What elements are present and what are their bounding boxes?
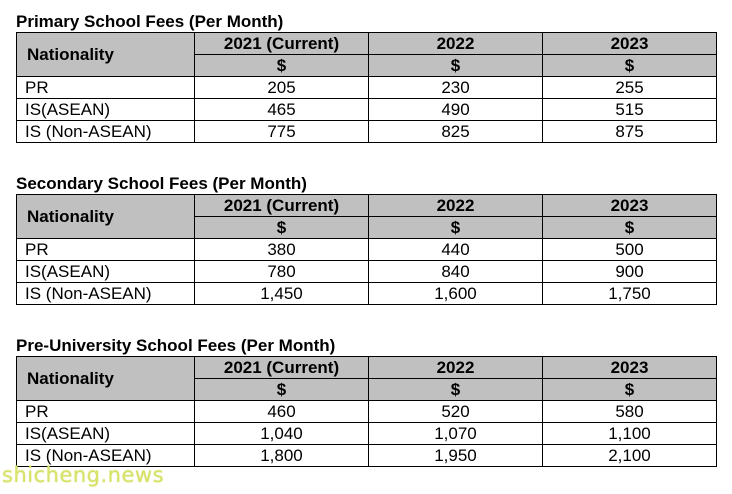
row-label: IS (Non-ASEAN)	[17, 121, 195, 143]
fee-cell: 875	[543, 121, 717, 143]
fee-cell: 1,100	[543, 423, 717, 445]
year-header: 2023	[543, 195, 717, 217]
fee-cell: 1,070	[369, 423, 543, 445]
fee-cell: 500	[543, 239, 717, 261]
fee-cell: 380	[195, 239, 369, 261]
currency-header: $	[195, 55, 369, 77]
row-label: IS(ASEAN)	[17, 423, 195, 445]
table-row	[17, 261, 717, 283]
fee-cell: 440	[369, 239, 543, 261]
table-row	[17, 401, 717, 423]
currency-header: $	[369, 217, 543, 239]
table-row	[17, 423, 717, 445]
row-label: IS(ASEAN)	[17, 261, 195, 283]
fee-cell: 520	[369, 401, 543, 423]
fee-cell: 205	[195, 77, 369, 99]
row-label: IS (Non-ASEAN)	[17, 445, 195, 467]
fee-cell: 460	[195, 401, 369, 423]
row-label: IS(ASEAN)	[17, 99, 195, 121]
currency-header: $	[195, 379, 369, 401]
fee-cell: 780	[195, 261, 369, 283]
fee-cell: 465	[195, 99, 369, 121]
year-header: 2021 (Current)	[195, 33, 369, 55]
year-header: 2023	[543, 33, 717, 55]
table-row	[17, 77, 717, 99]
currency-header: $	[543, 55, 717, 77]
year-header: 2022	[369, 195, 543, 217]
fee-cell: 1,800	[195, 445, 369, 467]
fee-cell: 1,750	[543, 283, 717, 305]
currency-header: $	[369, 55, 543, 77]
fee-cell: 230	[369, 77, 543, 99]
row-label: PR	[17, 77, 195, 99]
fee-cell: 1,950	[369, 445, 543, 467]
table-row	[17, 283, 717, 305]
primary-fees-title: Primary School Fees (Per Month)	[16, 12, 284, 31]
year-header: 2021 (Current)	[195, 195, 369, 217]
fee-cell: 1,450	[195, 283, 369, 305]
fee-cell: 2,100	[543, 445, 717, 467]
table-row	[17, 239, 717, 261]
secondary-fees-table	[16, 194, 717, 305]
year-header: 2022	[369, 33, 543, 55]
fee-cell: 840	[369, 261, 543, 283]
fee-cell: 1,040	[195, 423, 369, 445]
year-header: 2023	[543, 357, 717, 379]
row-label: PR	[17, 401, 195, 423]
currency-header: $	[543, 379, 717, 401]
year-header: 2021 (Current)	[195, 357, 369, 379]
row-label: IS (Non-ASEAN)	[17, 283, 195, 305]
fee-cell: 515	[543, 99, 717, 121]
fee-cell: 900	[543, 261, 717, 283]
primary-fees-section	[16, 12, 716, 143]
fee-cell: 825	[369, 121, 543, 143]
watermark: shicheng.news	[2, 463, 165, 487]
pre-university-fees-section	[16, 336, 716, 467]
fee-cell: 775	[195, 121, 369, 143]
secondary-fees-section	[16, 174, 716, 305]
table-row	[17, 121, 717, 143]
currency-header: $	[369, 379, 543, 401]
fee-cell: 490	[369, 99, 543, 121]
fee-cell: 255	[543, 77, 717, 99]
nationality-header: Nationality	[17, 195, 195, 239]
row-label: PR	[17, 239, 195, 261]
currency-header: $	[195, 217, 369, 239]
nationality-header: Nationality	[17, 33, 195, 77]
pre-university-fees-table	[16, 356, 717, 467]
table-row	[17, 99, 717, 121]
nationality-header: Nationality	[17, 357, 195, 401]
currency-header: $	[543, 217, 717, 239]
secondary-fees-title: Secondary School Fees (Per Month)	[16, 174, 307, 193]
primary-fees-table	[16, 32, 717, 143]
year-header: 2022	[369, 357, 543, 379]
fee-cell: 580	[543, 401, 717, 423]
pre-university-fees-title: Pre-University School Fees (Per Month)	[16, 336, 336, 355]
fee-cell: 1,600	[369, 283, 543, 305]
